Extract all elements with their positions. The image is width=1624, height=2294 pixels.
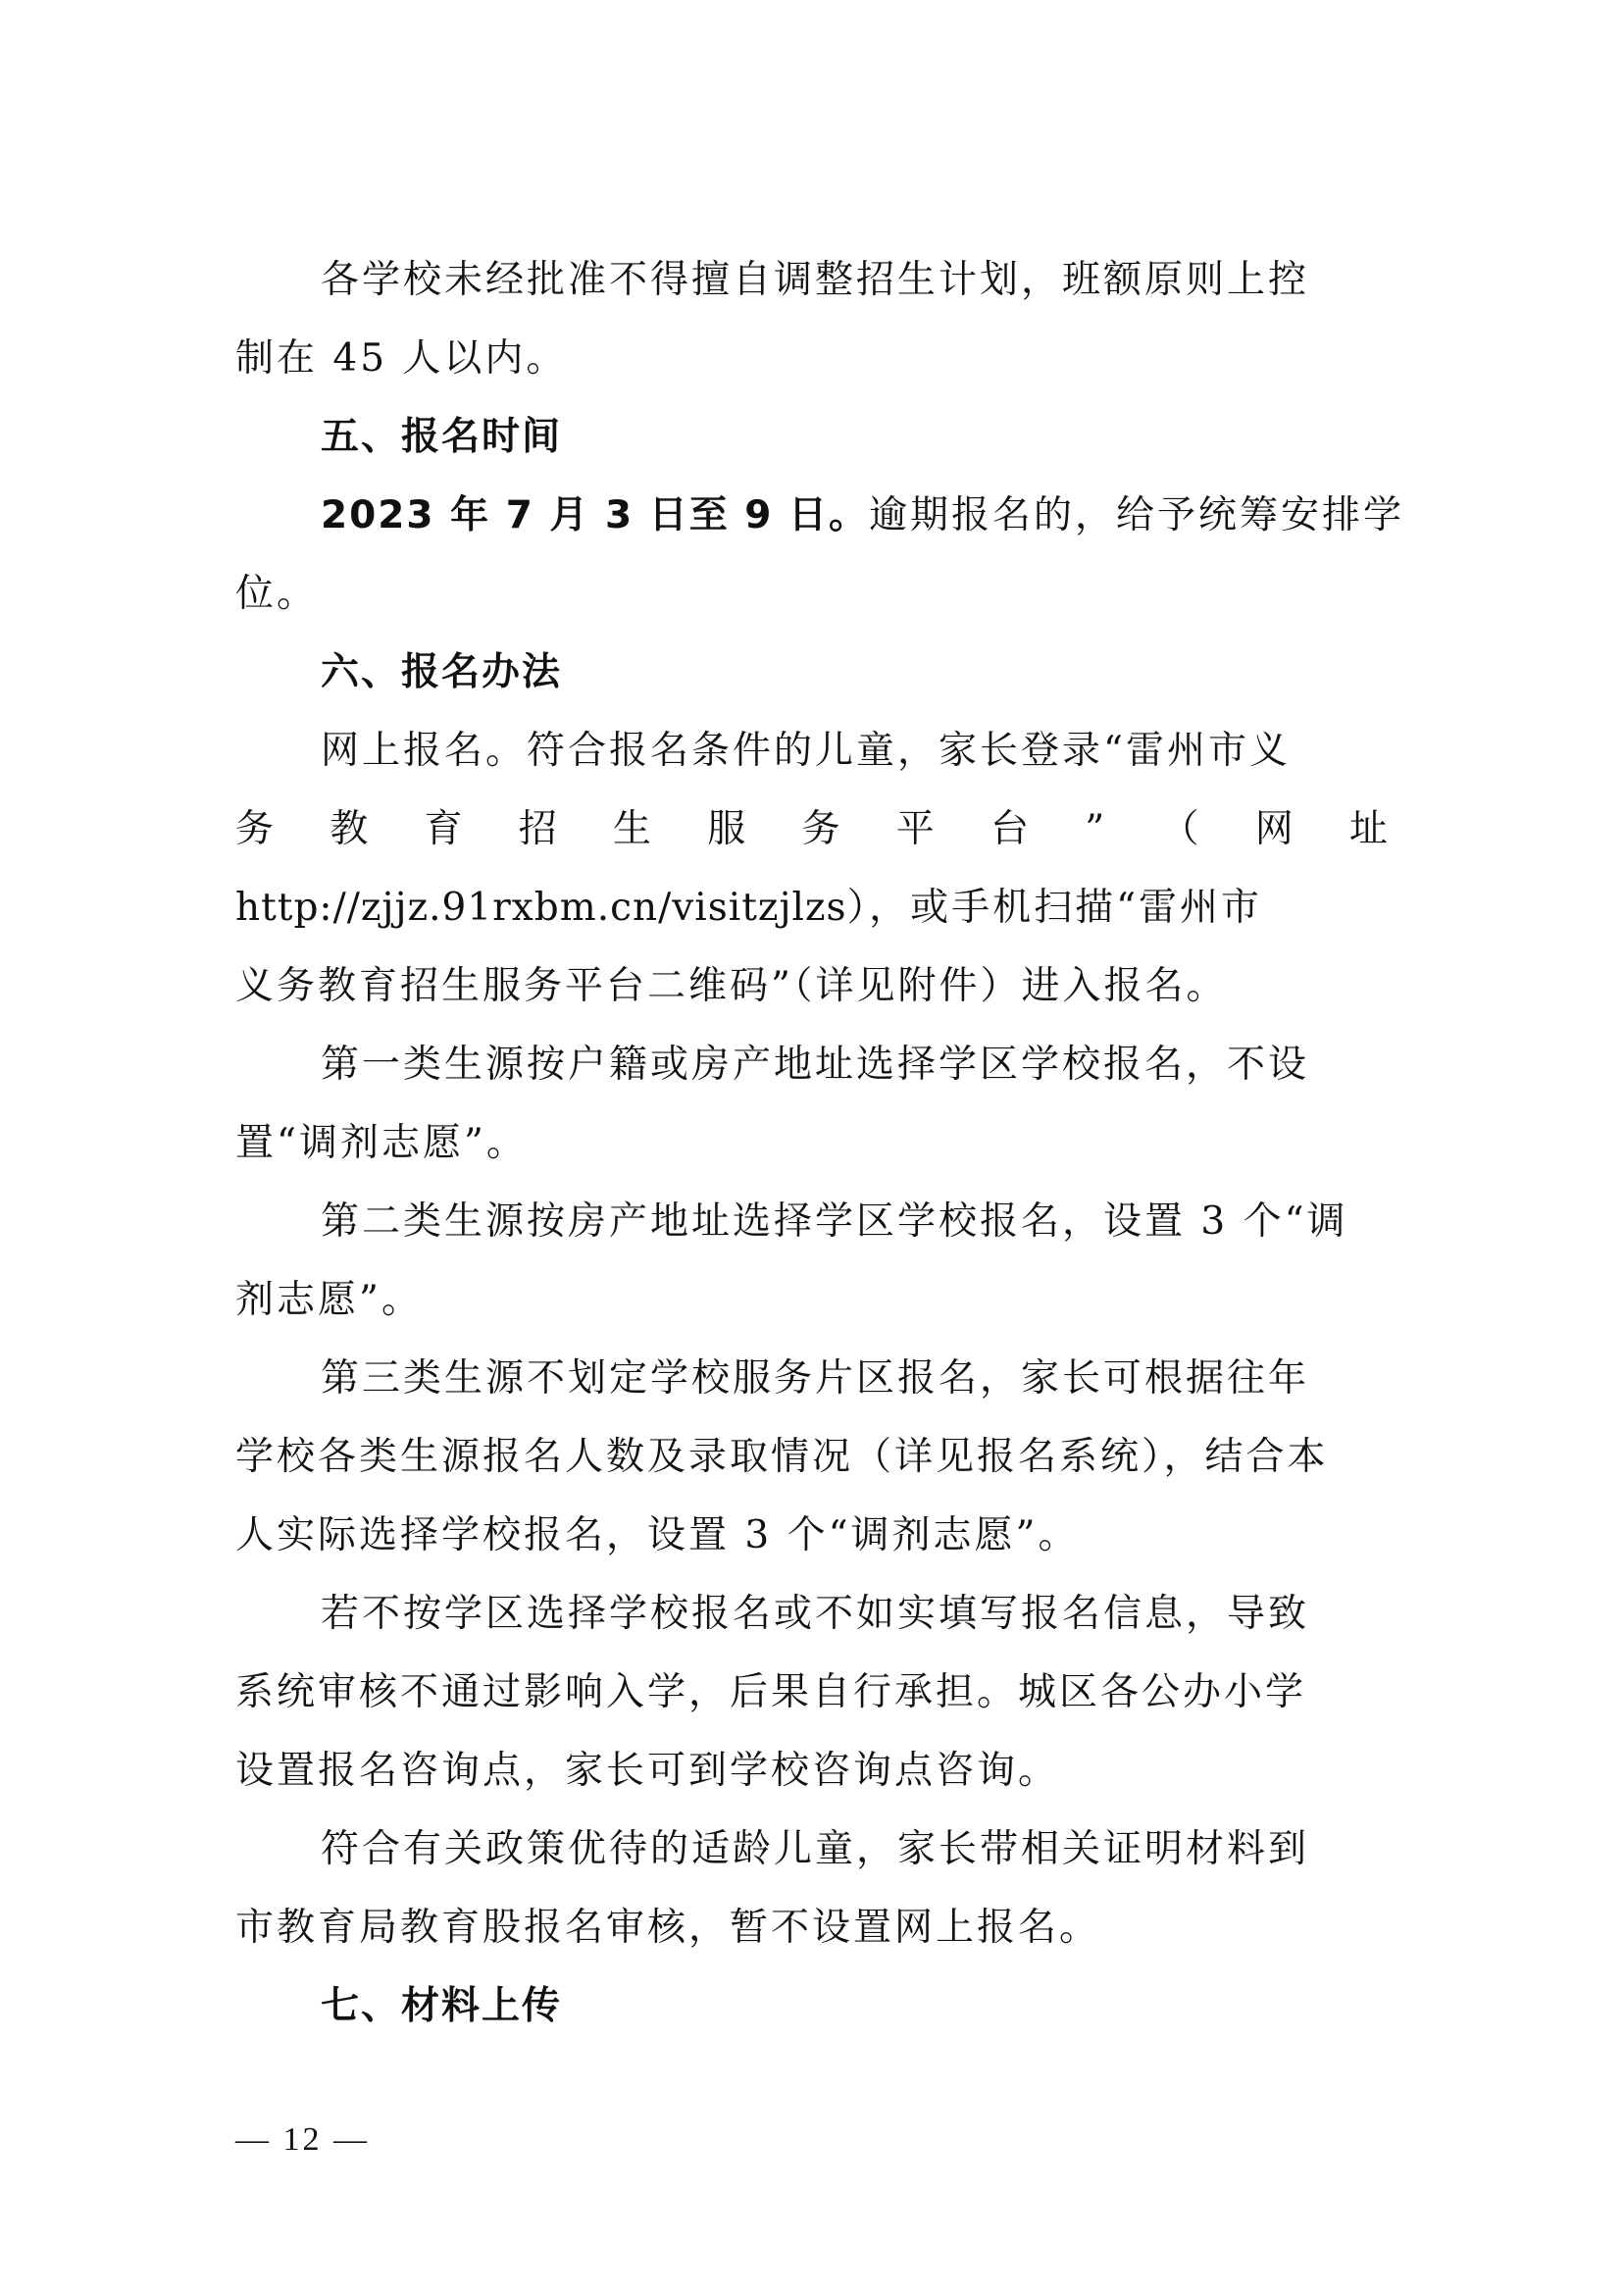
paragraph-line-rest: ），或手机扫描“雷州市 bbox=[846, 886, 1263, 930]
spread-char: （ bbox=[1160, 807, 1199, 851]
paragraph-line: 网上报名。符合报名条件的儿童，家长登录“雷州市义 bbox=[321, 729, 1291, 773]
spread-char: 生 bbox=[613, 807, 652, 851]
paragraph-line: 各学校未经批准不得擅自调整招生计划，班额原则上控 bbox=[321, 258, 1310, 302]
paragraph-line: 第一类生源按户籍或房产地址选择学区学校报名，不设 bbox=[321, 1043, 1310, 1087]
spread-char: 台 bbox=[990, 807, 1030, 851]
paragraph-line bbox=[235, 881, 1388, 936]
spread-paragraph-line bbox=[235, 802, 1388, 857]
paragraph-line bbox=[321, 488, 1405, 543]
paragraph-line: 义务教育招生服务平台二维码”（详见附件）进入报名。 bbox=[235, 964, 1228, 1008]
page-number: — 12 — bbox=[235, 2121, 370, 2158]
paragraph-line: 第二类生源按房产地址选择学区学校报名，设置 3 个“调 bbox=[321, 1199, 1348, 1244]
spread-char: 服 bbox=[707, 807, 746, 851]
paragraph-line: 若不按学区选择学校报名或不如实填写报名信息，导致 bbox=[321, 1592, 1310, 1636]
spread-char: ” bbox=[1085, 807, 1105, 851]
paragraph-line: 剂志愿”。 bbox=[235, 1278, 423, 1322]
spread-char: 务 bbox=[235, 807, 275, 851]
section-heading-material-upload: 七、材料上传 bbox=[321, 1984, 563, 2028]
paragraph-line: 制在 45 人以内。 bbox=[235, 336, 568, 381]
paragraph-line-rest: 逾期报名的，给予统筹安排学 bbox=[869, 493, 1405, 537]
registration-date-range: 2023 年 7 月 3 日至 9 日。 bbox=[321, 493, 869, 537]
paragraph-line: 设置报名咨询点，家长可到学校咨询点咨询。 bbox=[235, 1749, 1060, 1793]
spread-char: 网 bbox=[1254, 807, 1294, 851]
spread-char: 平 bbox=[895, 807, 935, 851]
paragraph-line: 学校各类生源报名人数及录取情况（详见报名系统），结合本 bbox=[235, 1435, 1329, 1479]
section-heading-registration-method: 六、报名办法 bbox=[321, 650, 563, 694]
paragraph-line: 市教育局教育股报名审核，暂不设置网上报名。 bbox=[235, 1906, 1101, 1950]
paragraph-line: 人实际选择学校报名，设置 3 个“调剂志愿”。 bbox=[235, 1513, 1080, 1557]
spread-char: 教 bbox=[330, 807, 369, 851]
registration-url: http://zjjz.91rxbm.cn/visitzjlzs bbox=[235, 886, 847, 930]
spread-char: 招 bbox=[518, 807, 557, 851]
paragraph-line: 符合有关政策优待的适龄儿童，家长带相关证明材料到 bbox=[321, 1827, 1310, 1871]
spread-char: 务 bbox=[801, 807, 840, 851]
spread-char: 址 bbox=[1348, 807, 1388, 851]
paragraph-line: 置“调剂志愿”。 bbox=[235, 1121, 528, 1165]
paragraph-line: 位。 bbox=[235, 572, 319, 616]
spread-char: 育 bbox=[424, 807, 463, 851]
paragraph-line: 系统审核不通过影响入学，后果自行承担。城区各公办小学 bbox=[235, 1670, 1307, 1714]
paragraph-line: 第三类生源不划定学校服务片区报名，家长可根据往年 bbox=[321, 1356, 1310, 1401]
section-heading-registration-time: 五、报名时间 bbox=[321, 415, 563, 459]
